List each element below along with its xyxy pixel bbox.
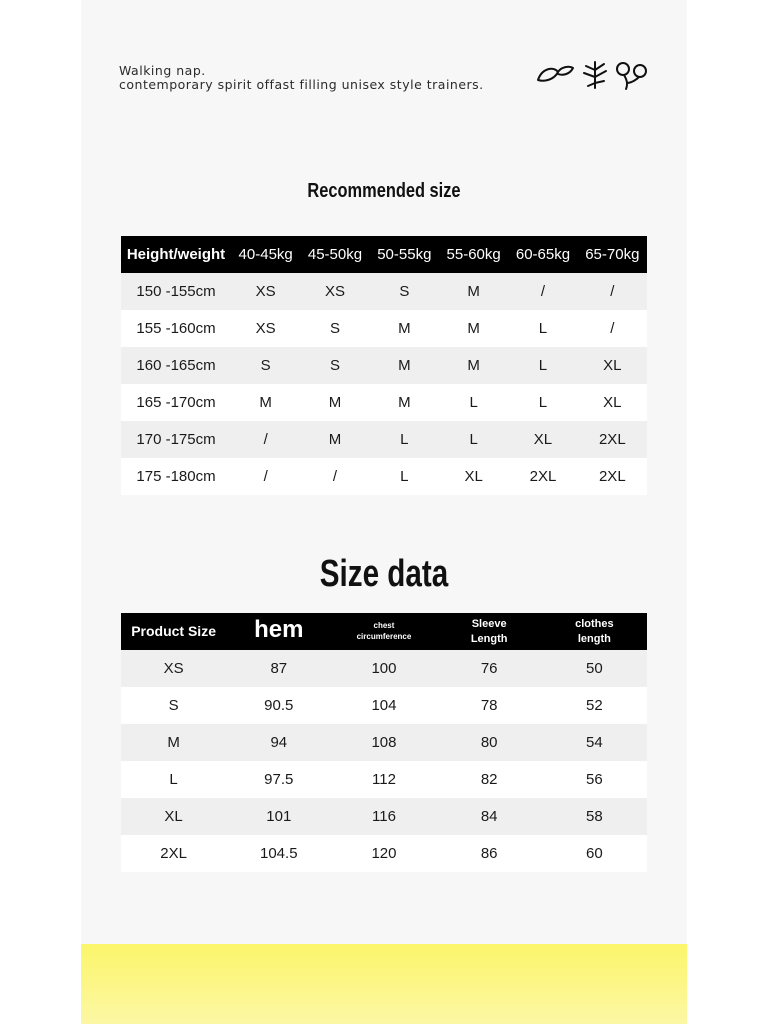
chest-cell: 108: [331, 724, 436, 761]
column-header-text: [575, 617, 614, 647]
size-cell: L: [370, 421, 439, 458]
column-header: [331, 613, 436, 650]
sleeve-cell: 84: [437, 798, 542, 835]
size-cell: 2XL: [578, 458, 647, 495]
size-cell: M: [300, 384, 369, 421]
size-cell: 2XL: [508, 458, 577, 495]
table-header-row: [121, 613, 647, 650]
recommended-size-title: Recommended size: [307, 180, 461, 202]
table-row: [121, 835, 647, 872]
length-cell: 52: [542, 687, 647, 724]
table-row: [121, 421, 647, 458]
sleeve-cell: 78: [437, 687, 542, 724]
column-header-text: [357, 620, 412, 642]
chest-cell: 104: [331, 687, 436, 724]
column-header: 45-50kg: [300, 236, 369, 273]
height-cell: 175 -180cm: [121, 458, 231, 495]
size-cell: /: [300, 458, 369, 495]
chest-cell: 116: [331, 798, 436, 835]
chest-cell: 112: [331, 761, 436, 798]
size-cell: L: [508, 310, 577, 347]
column-header: 55-60kg: [439, 236, 508, 273]
length-cell: 60: [542, 835, 647, 872]
brand-logo: [536, 58, 650, 92]
size-cell: XL: [578, 384, 647, 421]
leaf-icon: [538, 67, 573, 81]
tagline: [119, 64, 484, 92]
size-cell: /: [508, 273, 577, 310]
recommended-size-table: [121, 236, 647, 495]
column-header-text: [471, 617, 508, 647]
height-cell: 165 -170cm: [121, 384, 231, 421]
product-size-cell: 2XL: [121, 835, 226, 872]
size-cell: /: [231, 458, 300, 495]
column-header-line-1: Sleeve: [471, 617, 507, 630]
size-cell: S: [300, 347, 369, 384]
size-cell: S: [231, 347, 300, 384]
column-header: Height/weight: [121, 236, 231, 273]
size-cell: L: [508, 347, 577, 384]
seedling-icon: [617, 63, 646, 89]
size-cell: M: [439, 347, 508, 384]
table-header-row: [121, 236, 647, 273]
table-row: [121, 384, 647, 421]
column-header: [121, 613, 226, 650]
size-data-title: Size data: [319, 553, 449, 595]
size-cell: XS: [231, 273, 300, 310]
length-cell: 50: [542, 650, 647, 687]
size-cell: S: [300, 310, 369, 347]
table-row: [121, 724, 647, 761]
size-cell: XL: [578, 347, 647, 384]
size-cell: XL: [439, 458, 508, 495]
hem-cell: 104.5: [226, 835, 331, 872]
footer-color-band: [81, 944, 687, 1024]
size-cell: /: [578, 310, 647, 347]
size-cell: M: [370, 384, 439, 421]
size-cell: XS: [231, 310, 300, 347]
column-header-line-1: chest: [373, 620, 395, 630]
column-header-text: hem: [254, 615, 304, 643]
product-size-cell: S: [121, 687, 226, 724]
tagline-line-1: Walking nap.: [119, 63, 206, 78]
size-cell: XL: [508, 421, 577, 458]
sprout-icon: [584, 62, 606, 88]
column-header: 40-45kg: [231, 236, 300, 273]
size-cell: L: [508, 384, 577, 421]
size-cell: 2XL: [578, 421, 647, 458]
hem-cell: 101: [226, 798, 331, 835]
column-header: 65-70kg: [578, 236, 647, 273]
size-cell: /: [231, 421, 300, 458]
column-header-line-2: circumference: [356, 631, 412, 641]
product-size-cell: XL: [121, 798, 226, 835]
height-cell: 160 -165cm: [121, 347, 231, 384]
column-header: [542, 613, 647, 650]
hem-cell: 87: [226, 650, 331, 687]
size-cell: S: [370, 273, 439, 310]
sleeve-cell: 86: [437, 835, 542, 872]
table-row: [121, 310, 647, 347]
table-row: [121, 273, 647, 310]
height-cell: 155 -160cm: [121, 310, 231, 347]
size-cell: L: [370, 458, 439, 495]
tagline-line-2: contemporary spirit offast filling unisex style trainers.: [119, 77, 484, 92]
hem-cell: 97.5: [226, 761, 331, 798]
column-header-line-2: Length: [470, 632, 508, 645]
product-size-cell: L: [121, 761, 226, 798]
size-cell: M: [370, 347, 439, 384]
size-cell: M: [439, 273, 508, 310]
product-size-cell: XS: [121, 650, 226, 687]
height-cell: 170 -175cm: [121, 421, 231, 458]
column-header: 60-65kg: [508, 236, 577, 273]
column-header-line-1: clothes: [575, 617, 614, 630]
length-cell: 56: [542, 761, 647, 798]
size-cell: XS: [300, 273, 369, 310]
table-row: [121, 458, 647, 495]
column-header-line-2: length: [577, 632, 611, 645]
size-cell: M: [231, 384, 300, 421]
sleeve-cell: 82: [437, 761, 542, 798]
column-header-text: Product Size: [131, 622, 216, 639]
table-row: [121, 798, 647, 835]
hem-cell: 90.5: [226, 687, 331, 724]
table-row: [121, 347, 647, 384]
chest-cell: 100: [331, 650, 436, 687]
size-cell: M: [370, 310, 439, 347]
sleeve-cell: 76: [437, 650, 542, 687]
size-data-table: [121, 613, 647, 872]
size-cell: M: [300, 421, 369, 458]
size-cell: L: [439, 421, 508, 458]
length-cell: 58: [542, 798, 647, 835]
size-cell: L: [439, 384, 508, 421]
column-header: 50-55kg: [370, 236, 439, 273]
size-cell: M: [439, 310, 508, 347]
table-row: [121, 761, 647, 798]
height-cell: 150 -155cm: [121, 273, 231, 310]
product-size-cell: M: [121, 724, 226, 761]
column-header: [437, 613, 542, 650]
sleeve-cell: 80: [437, 724, 542, 761]
column-header: [226, 613, 331, 650]
hem-cell: 94: [226, 724, 331, 761]
size-cell: /: [578, 273, 647, 310]
table-row: [121, 650, 647, 687]
length-cell: 54: [542, 724, 647, 761]
chest-cell: 120: [331, 835, 436, 872]
table-row: [121, 687, 647, 724]
